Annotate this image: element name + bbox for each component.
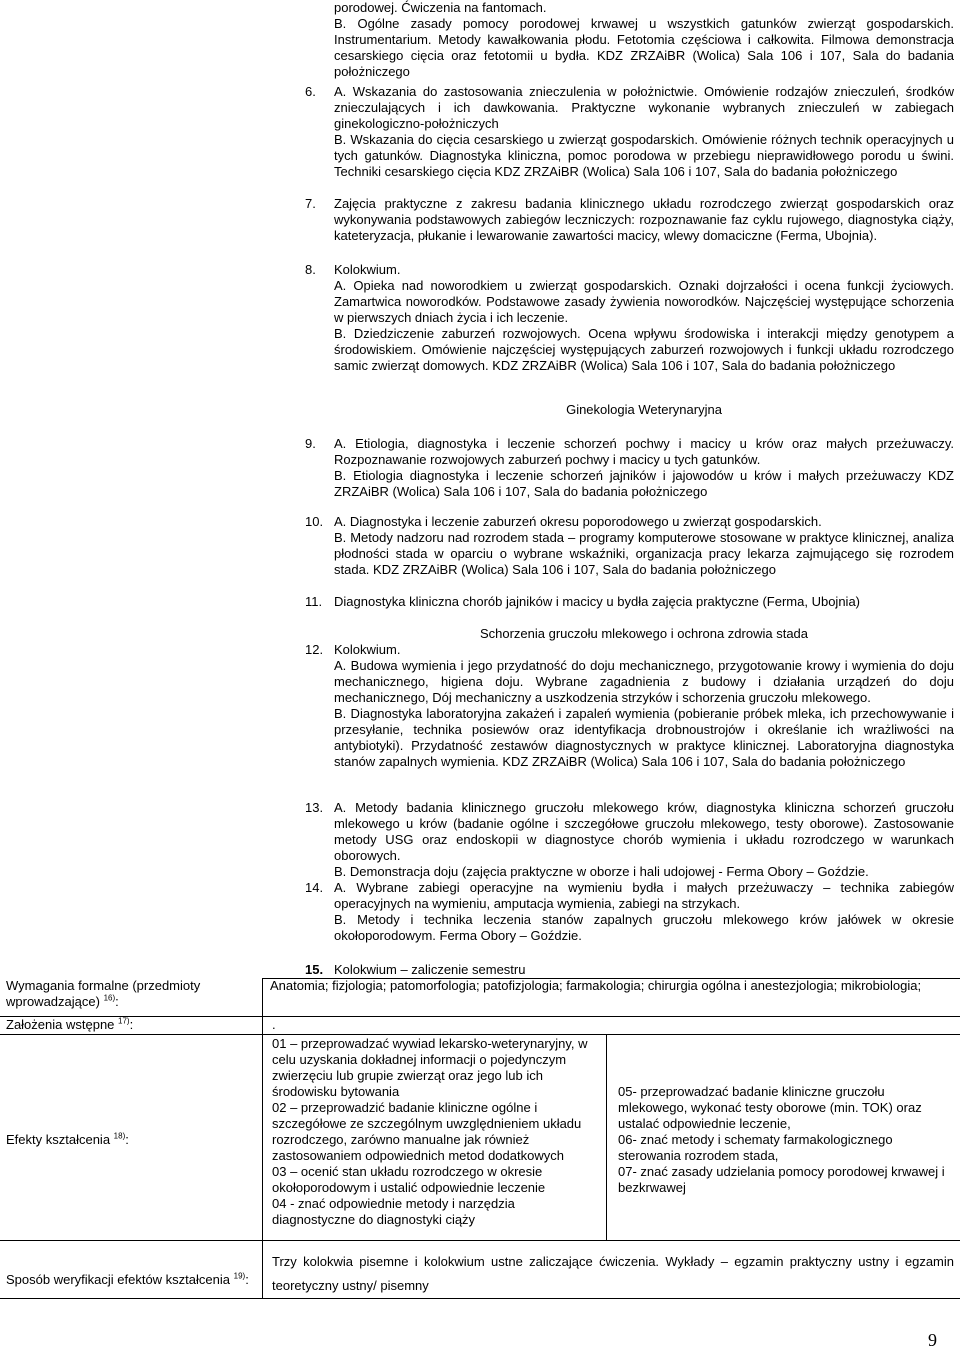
item-text: Diagnostyka kliniczna chorób jajników i macicy u bydła zajęcia praktyczne (Ferma, Ubojnia) [334, 594, 860, 609]
item-text: B. Wskazania do cięcia cesarskiego u zwierząt gospodarskich. Omówienie różnych technik operacyjnych u tych gatunków. Diagnostyka kliniczna, pomoc porodowa w przebiegu nieprawidłowego porodu u świni. Techniki cesarskiego cięcia KDZ ZRZAiBR (Wolica) Sala 106 i 107, Sala do badania położniczego [334, 132, 954, 179]
wymagania-value: Anatomia; fizjologia; patomorfologia; patofizjologia; farmakologia; chirurgia ogólna i anestezjologia; mikrobiologia; [270, 978, 922, 993]
table-label: Założenia wstępne $^{17)}$: [6, 1016, 134, 1032]
item-text: Kolokwium. [334, 642, 401, 657]
item-text: A. Wskazania do zastosowania znieczulenia w położnictwie. Omówienie rodzajów znieczuleń, środków znieczulających i ich dawkowania. Praktyczne wykonanie wybranych znieczuleń w zabiegach ginekologiczno-położniczych [334, 84, 954, 131]
item-number: 7. [305, 196, 316, 211]
table-border [0, 1034, 960, 1035]
item-number: 13. [305, 800, 324, 815]
item-number: 9. [305, 436, 316, 451]
wymagania-label: Wymagania formalne (przedmioty wprowadzające) [6, 978, 201, 1009]
table-label: Efekty kształcenia $^{18)}$: [6, 1131, 129, 1147]
item-number: 12. [305, 642, 324, 657]
zalozenia-label: Założenia wstępne [6, 1017, 115, 1032]
intro-line: porodowej. Ćwiczenia na fantomach. [334, 0, 547, 15]
sposob-value: Trzy kolokwia pisemne i kolokwium ustne zaliczające ćwiczenia. Wykłady – egzamin praktyczny ustny i egzamin teoretyczny ustny/ pisemny [272, 1254, 954, 1293]
table-border [0, 1298, 960, 1299]
table-border [0, 1240, 960, 1241]
item-text: A. Wybrane zabiegi operacyjne na wymieniu bydła i małych przeżuwaczy – technika zabiegów operacyjnych na wymieniu, amputacja wymienia, zabiegi na strzykach. [334, 880, 954, 911]
item-number: 10. [305, 514, 324, 529]
item-number: 15. [305, 962, 324, 977]
footnote-ref: 17) [118, 1016, 130, 1026]
sposob-label: Sposób weryfikacji efektów kształcenia [6, 1272, 230, 1287]
item-text: B. Demonstracja doju (zajęcia praktyczne w oborze i hali udojowej - Ferma Obory – Goździe. [334, 864, 869, 879]
footnote-ref: 19) [233, 1271, 246, 1281]
footnote-ref: 16) [103, 993, 116, 1003]
section-heading: Schorzenia gruczołu mlekowego i ochrona zdrowia stada [479, 626, 809, 641]
efekty-right: 05- przeprowadzać badanie kliniczne gruczołu mlekowego, wykonać testy oborowe (min. TOK) oraz ustalać odpowiednie leczenie, 06- znać metody i schematy farmakologicznego sterowania rozrodem stada, 07- znać zasady udzielania pomocy porodowej krwawej i bezkrwawej [618, 1084, 945, 1195]
page-number: 9 [928, 1330, 937, 1350]
item-text: A. Opieka nad noworodkiem u zwierząt gospodarskich. Oznaki dojrzałości i ocena funkcji życiowych. Zamartwica noworodków. Podstawowe zasady żywienia noworodków. Najczęściej występujące schorzenia w pierwszych dniach życia i ich leczenie. [334, 278, 954, 325]
table-border [606, 1034, 607, 1240]
item-number: 14. [305, 880, 324, 895]
item-text: B. Etiologia diagnostyka i leczenie schorzeń jajników i jajowodów u krów i małych przeżuwaczy KDZ ZRZAiBR (Wolica) Sala 106 i 107, Sala do badania położniczego [334, 468, 954, 499]
item-text: A. Budowa wymienia i jego przydatność do doju mechanicznego, przygotowanie krowy i wymienia do doju mechanicznego, higiena doju. Wybrane zagadnienia z budowy i działania urządzeń do doju mechanicznego, Dój mechaniczny a uszkodzenia strzyków i schorzenia gruczołu mlekowego. [334, 658, 954, 705]
item-number: 6. [305, 84, 316, 99]
table-label: Sposób weryfikacji efektów kształcenia $^{19)}$: [6, 1271, 249, 1287]
efekty-label: Efekty kształcenia [6, 1132, 111, 1147]
item-text: Kolokwium – zaliczenie semestru [334, 962, 526, 977]
table-border [262, 978, 263, 1298]
item-text: B. Metody nadzoru nad rozrodem stada – programy komputerowe stosowane w praktyce klinicznej, analiza płodności stada w oparciu o wybrane wskaźniki, organizacja pracy lekarza zajmującego się rozrodem stada. KDZ ZRZAiBR (Wolica) Sala 106 i 107, Sala do badania położniczego [334, 530, 954, 577]
item-text: B. Diagnostyka laboratoryjna zakażeń i zapaleń wymienia (pobieranie próbek mleka, ich przechowywanie i przesyłanie, technika posiewów oraz identyfikacja drobnoustrojów i określanie ich wrażliwości na antybiotyki). Przydatność zestawów diagnostycznych w praktyce klinicznej. Laboratoryjna diagnostyka stanów zapalnych wymienia. KDZ ZRZAiBR (Wolica) Sala 106 i 107, Sala do badania położniczego [334, 706, 954, 769]
efekty-left: 01 – przeprowadzać wywiad lekarsko-weterynaryjny, w celu uzyskania dokładnej informacji o pojedynczym zwierzęciu lub grupie zwierząt oraz jego lub ich środowisku bytowania 02 – przeprowadzić badanie kliniczne ogólne i szczegółowe ze szczególnym uwzględnieniem układu rozrodczego, zarówno manualne jak również zastosowaniem odpowiednich metod dodatkowych 03 – ocenić stan układu rozrodczego w okresie okołoporodowym i ustalić odpowiednie leczenie 04 - znać odpowiednie metody i narzędzia diagnostyczne do diagnostyki ciąży [272, 1036, 588, 1227]
item-text: A. Etiologia, diagnostyka i leczenie schorzeń pochwy i macicy u krów oraz małych przeżuwaczy. Rozpoznawanie rozwojowych zaburzeń pochwy i macicy u tych gatunków. [334, 436, 954, 467]
item-text: Zajęcia praktyczne z zakresu badania klinicznego układu rozrodczego zwierząt gospodarskich oraz wykonywania podstawowych zabiegów leczniczych: rozpoznawanie faz cyklu rujowego, diagnostyka ciąży, kateteryzacja, płukanie i lewarowanie zawartości macicy, wlewy domaciczne (Ferma, Ubojnia). [334, 196, 954, 243]
item-text: B. Metody i technika leczenia stanów zapalnych gruczołu mlekowego krów jałówek w okresie okołoporodowym. Ferma Obory – Goździe. [334, 912, 954, 943]
item-text: A. Diagnostyka i leczenie zaburzeń okresu poporodowego u zwierząt gospodarskich. [334, 514, 822, 529]
table-label: Wymagania formalne (przedmioty wprowadzające) $^{16)}$: [6, 978, 201, 1009]
zalozenia-value: . [272, 1017, 276, 1032]
section-heading: Ginekologia Weterynaryjna [566, 402, 722, 417]
intro-b-paragraph: B. Ogólne zasady pomocy porodowej krwawej u wszystkich gatunków zwierząt gospodarskich. Instrumentarium. Metody kawałkowania płodu. Fetotomia częściowa i całkowita. Filmowa demonstracja cesarskiego cięcia oraz fetotomii u bydła. KDZ ZRZAiBR (Wolica) Sala 106 i 107, Sala do badania położniczego [334, 16, 954, 79]
item-number: 8. [305, 262, 316, 277]
item-text: B. Dziedziczenie zaburzeń rozwojowych. Ocena wpływu środowiska i interakcji między genotypem a środowiskiem. Omówienie najczęściej występujących zaburzeń rozwojowych i funkcji układu rozrodczego samic zwierząt domowych. KDZ ZRZAiBR (Wolica) Sala 106 i 107, Sala do badania położniczego [334, 326, 954, 373]
item-number: 11. [305, 594, 323, 609]
item-text: Kolokwium. [334, 262, 401, 277]
item-text: A. Metody badania klinicznego gruczołu mlekowego krów, diagnostyka kliniczna schorzeń gruczołu mlekowego u krów (badanie ogólne i szczegółowe gruczołu mlekowego, testy oborowe). Zastosowanie metody USG oraz endoskopii w diagnostyce chorób wymienia i układu rozrodczego w warunkach oborowych. [334, 800, 954, 863]
footnote-ref: 18) [113, 1131, 126, 1141]
